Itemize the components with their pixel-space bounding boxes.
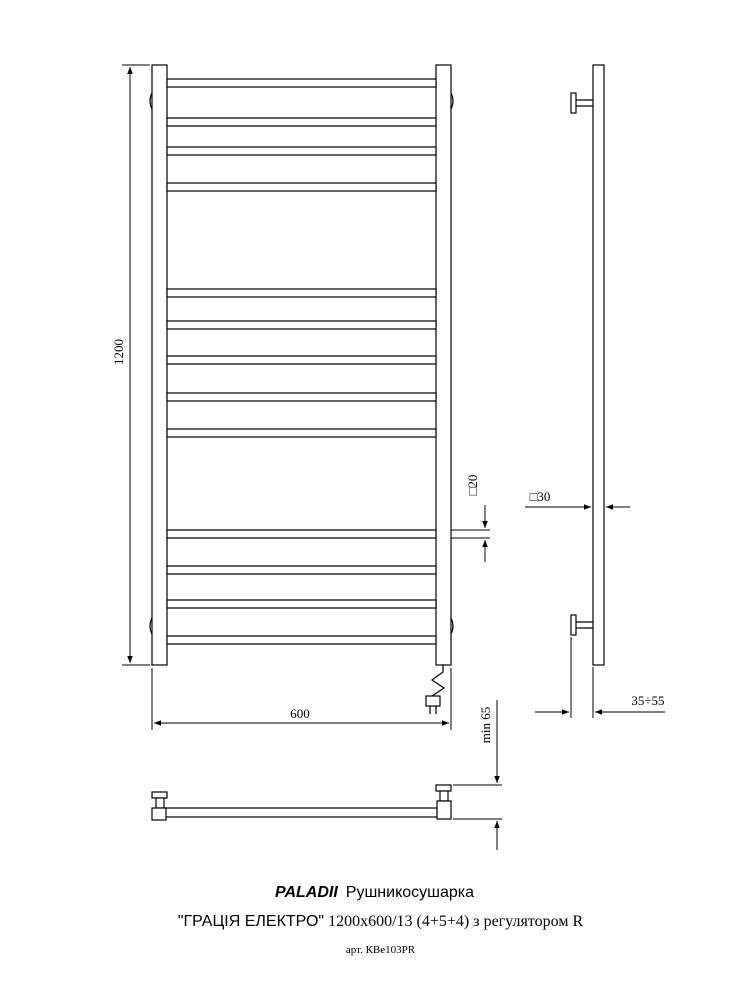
- bar-profile-dimension: [451, 505, 490, 562]
- caption-model-line: [6, 913, 749, 931]
- caption-title: [0, 884, 749, 902]
- side-bottom-bracket: [571, 615, 593, 635]
- left-post: [152, 65, 167, 665]
- width-label: 600: [290, 706, 310, 721]
- top-view-right-mount: [436, 785, 451, 819]
- product-type: Рушникосушарка: [345, 884, 475, 901]
- crossbar-group-bottom: [167, 530, 436, 644]
- top-view-bar: [160, 808, 443, 817]
- wall-offset-label: 35÷55: [631, 693, 665, 708]
- model-name: "ГРАЦІЯ ЕЛЕКТРО": [177, 913, 325, 930]
- side-top-bracket: [571, 93, 593, 113]
- post-profile-label: □30: [529, 489, 551, 504]
- power-cable: [432, 665, 444, 696]
- top-view-left-mount: [152, 792, 167, 820]
- side-post: [593, 65, 604, 665]
- right-post: [436, 65, 451, 665]
- bar-profile-label: □20: [465, 474, 480, 496]
- height-dimension: [122, 65, 150, 665]
- top-view: [152, 785, 451, 820]
- plug-icon: [426, 696, 440, 714]
- model-spec: 1200х600/13 (4+5+4) з регулятором R: [328, 913, 584, 930]
- side-view: [571, 65, 604, 665]
- front-view: [150, 65, 453, 714]
- article-number: арт. КВе103PR: [345, 944, 416, 956]
- min-depth-label: min 65: [478, 706, 493, 744]
- crossbar-group-middle: [167, 289, 436, 437]
- height-label: 1200: [111, 339, 126, 365]
- crossbar-group-top: [167, 79, 436, 191]
- brand-name: PALADII: [274, 884, 338, 901]
